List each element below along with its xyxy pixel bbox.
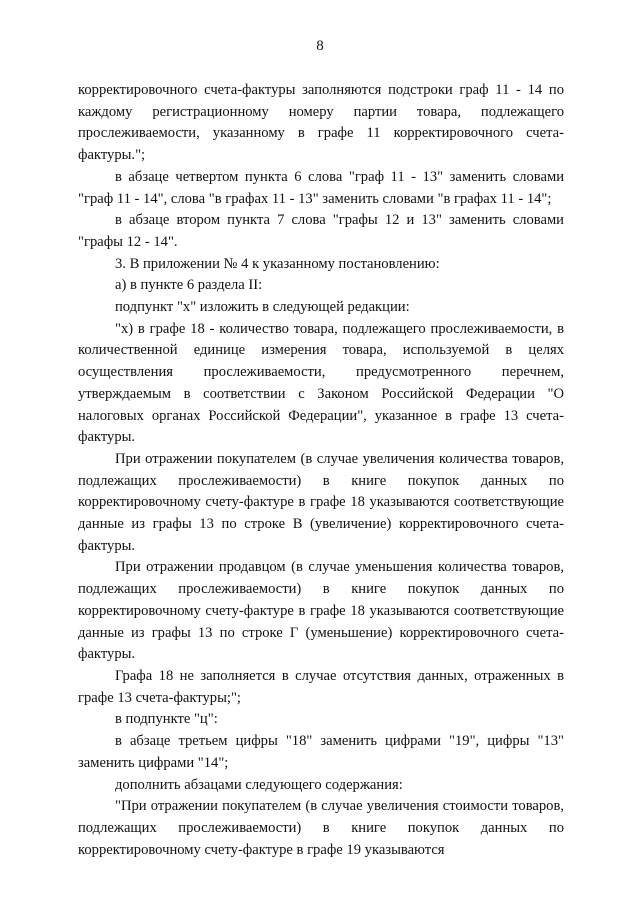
paragraph: в абзаце третьем цифры "18" заменить цифрами "19", цифры "13" заменить цифрами "14";: [78, 733, 564, 771]
paragraph: в абзаце втором пункта 7 слова "графы 12 и 13" заменить словами "графы 12 - 14".: [78, 212, 564, 250]
paragraph: 3. В приложении № 4 к указанному постановлению:: [115, 255, 440, 272]
paragraph: Графа 18 не заполняется в случае отсутствия данных, отраженных в графе 13 счета-фактуры;";: [78, 667, 564, 706]
paragraph: "х) в графе 18 - количество товара, подлежащего прослеживаемости, в количественной единице измерения товара, используемой в целях осуществления прослеживаемости, предусмотренного перечнем, утверждаемым в соответствии с Законом Российской Федерации "О налоговых органах Российской Федерации", указанное в графе 13 счета-фактуры.: [78, 320, 564, 446]
page-number: 8: [316, 38, 324, 54]
paragraph: дополнить абзацами следующего содержания:: [115, 776, 403, 793]
paragraph: в абзаце четвертом пункта 6 слова "граф 11 - 13" заменить словами "граф 11 - 14", слова "в графах 11 - 13" заменить словами "в графах 11 - 14";: [78, 168, 564, 207]
paragraph: подпункт "х" изложить в следующей редакции:: [115, 299, 410, 316]
document-body: [78, 80, 564, 861]
paragraph: При отражении продавцом (в случае уменьшения количества товаров, подлежащих прослеживаемости) в книге покупок данных по корректировочному счету-фактуре в графе 18 указываются соответствующие данные из графы 13 по строке Г (уменьшение) корректировочного счета-фактуры.: [78, 559, 564, 663]
paragraph: в подпункте "ц":: [115, 711, 218, 728]
paragraph: При отражении покупателем (в случае увеличения количества товаров, подлежащих прослеживаемости) в книге покупок данных по корректировочному счету-фактуре в графе 18 указываются соответствующие данные из графы 13 по строке В (увеличение) корректировочного счета-фактуры.: [78, 450, 564, 554]
paragraph: а) в пункте 6 раздела II:: [115, 277, 263, 294]
paragraph: "При отражении покупателем (в случае увеличения стоимости товаров, подлежащих прослеживаемости) в книге покупок данных по корректировочному счету-фактуре в графе 19 указываются: [78, 798, 564, 858]
paragraph: корректировочного счета-фактуры заполняются подстроки граф 11 - 14 по каждому регистрационному номеру партии товара, подлежащего прослеживаемости, указанному в графе 11 корректировочного счета-фактуры.";: [78, 82, 564, 164]
